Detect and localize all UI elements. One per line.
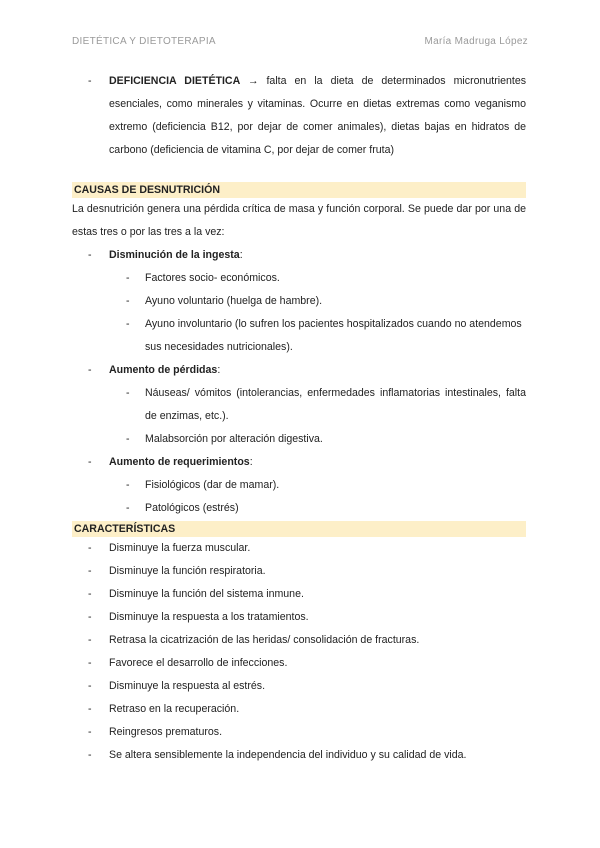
list-item: - Disminuye la función respiratoria. — [72, 560, 526, 583]
list-item: - Disminuye la respuesta a los tratamientos. — [72, 606, 526, 629]
list-item: - Retrasa la cicatrización de las heridas/ consolidación de fracturas. — [72, 629, 526, 652]
list-item: - Disminuye la respuesta al estrés. — [72, 675, 526, 698]
causa-group-ingesta: - Disminución de la ingesta: - Factores socio- económicos. - Ayuno voluntario (huelga de hambre). - Ayuno involuntario (lo sufren los pacientes hospitalizados cuando no atendemos sus necesidades nutricionales). — [72, 244, 526, 359]
causa-group-requerimientos: - Aumento de requerimientos: - Fisiológicos (dar de mamar). - Patológicos (estrés) — [72, 451, 526, 520]
deficiencia-item — [72, 70, 526, 162]
caracteristicas-list — [72, 537, 526, 767]
list-item: - Náuseas/ vómitos (intolerancias, enfermedades inflamatorias intestinales, falta de enzimas, etc.). — [109, 382, 526, 428]
caracteristicas-section-title: CARACTERÍSTICAS — [72, 521, 526, 537]
causas-section-title: CAUSAS DE DESNUTRICIÓN — [72, 182, 526, 198]
causa-group-label: Disminución de la ingesta — [109, 249, 240, 261]
causa-sublist — [109, 474, 526, 520]
header-course-title: DIETÉTICA Y DIETOTERAPIA — [72, 36, 216, 47]
causa-sublist — [109, 382, 526, 451]
list-item: - Fisiológicos (dar de mamar). — [109, 474, 526, 497]
list-item: - Se altera sensiblemente la independencia del individuo y su calidad de vida. — [72, 744, 526, 767]
page-header — [72, 36, 528, 47]
deficiencia-term: DEFICIENCIA DIETÉTICA → — [109, 75, 259, 87]
list-item: - Malabsorción por alteración digestiva. — [109, 428, 526, 451]
deficiencia-list — [72, 70, 526, 162]
causa-group-label: Aumento de requerimientos — [109, 456, 250, 468]
causas-list — [72, 244, 526, 520]
list-item: - Ayuno involuntario (lo sufren los pacientes hospitalizados cuando no atendemos sus necesidades nutricionales). — [109, 313, 526, 359]
causa-group-perdidas: - Aumento de pérdidas: - Náuseas/ vómitos (intolerancias, enfermedades inflamatorias intestinales, falta de enzimas, etc.). - Malabsorción por alteración digestiva. — [72, 359, 526, 451]
causa-sublist — [109, 267, 526, 359]
list-item: - Factores socio- económicos. — [109, 267, 526, 290]
list-item: - Disminuye la fuerza muscular. — [72, 537, 526, 560]
page-content — [72, 70, 526, 767]
list-item: - Ayuno voluntario (huelga de hambre). — [109, 290, 526, 313]
header-author: María Madruga López — [424, 36, 528, 47]
causas-intro: La desnutrición genera una pérdida crítica de masa y función corporal. Se puede dar por una de estas tres o por las tres a la vez: — [72, 203, 526, 238]
list-item: - Reingresos prematuros. — [72, 721, 526, 744]
list-item: - Favorece el desarrollo de infecciones. — [72, 652, 526, 675]
list-item: - Retraso en la recuperación. — [72, 698, 526, 721]
deficiencia-text: falta en la dieta de determinados micronutrientes esenciales, como minerales y vitaminas. Ocurre en dietas extremas como veganismo extremo (deficiencia B12, por dejar de comer animales), dietas bajas en hidratos de carbono (deficiencia de vitamina C, por dejar de comer fruta) — [109, 75, 527, 156]
causa-group-label: Aumento de pérdidas — [109, 364, 218, 376]
list-item: - Patológicos (estrés) — [109, 497, 526, 520]
list-item: - Disminuye la función del sistema inmune. — [72, 583, 526, 606]
